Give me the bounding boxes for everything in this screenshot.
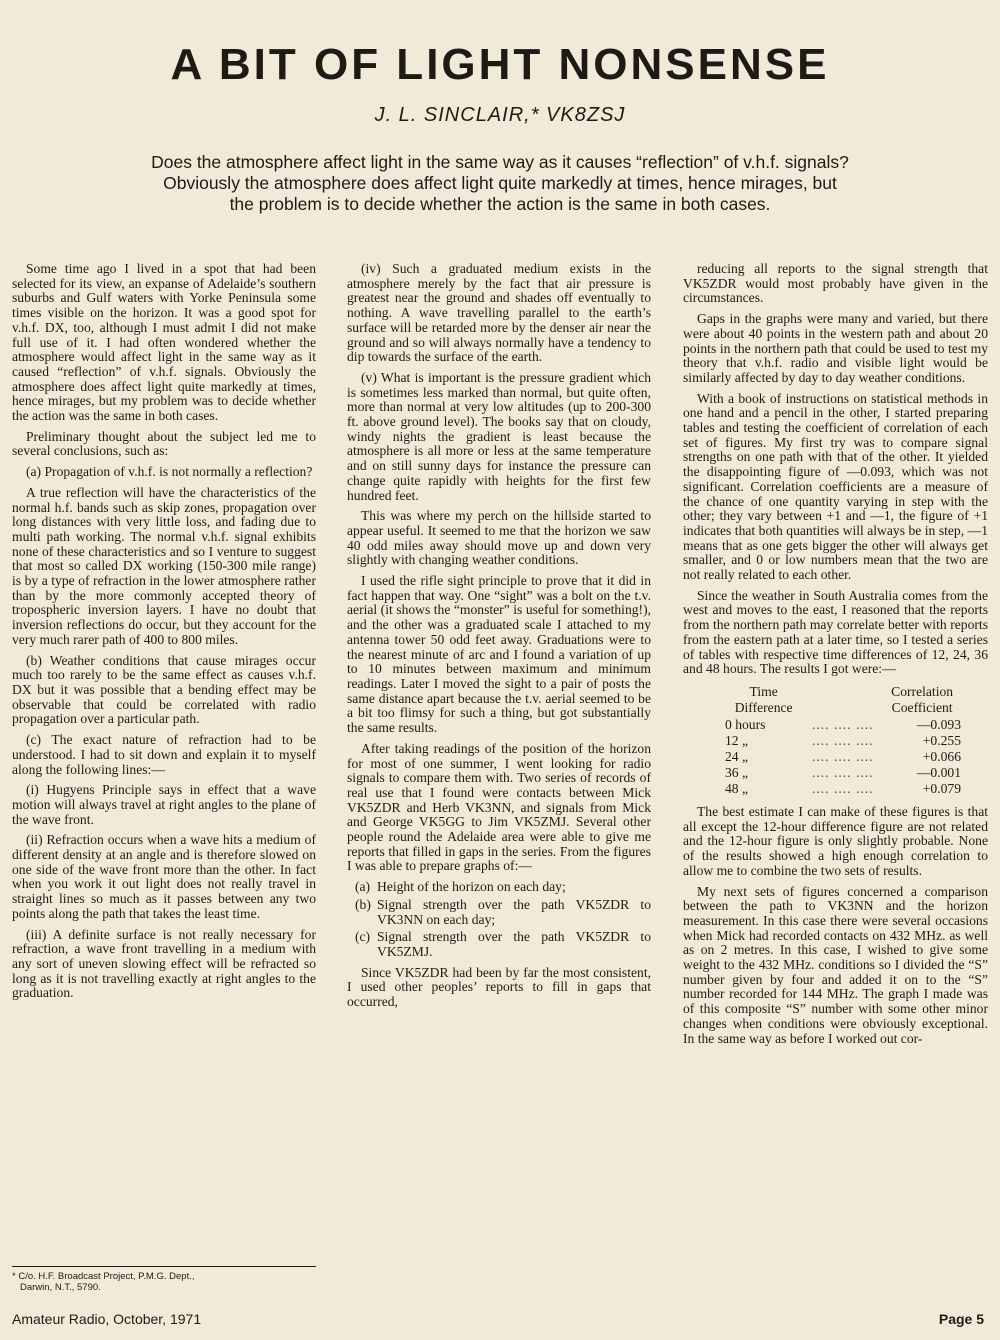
paragraph: (a) Propagation of v.h.f. is not normally a reflection? [26,464,313,480]
paragraph: A true reflection will have the characteristics of the normal h.f. bands such as skip zones, propagation over long distances with very little loss, and fading due to multi path working. The normal v.h.f. signal exhibits none of these characteristics and so I venture to suggest that most so called DX working (150-300 mile range) is by a type of refraction in the lower atmosphere rather than by the more commonly accepted theory of tropospheric inversion layers. I have no doubt that inversion reflections do occur, but they account for the very much rarer path of 400 to 800 miles. [12,484,316,647]
paragraph: Some time ago I lived in a spot that had been selected for its view, an expanse of Adelaide’s southern suburbs and Gulf waters with Yorke Peninsula some times visible on the horizon. It was a good spot for v.h.f. DX, too, although I must admit I did not make full use of it. I had often wondered whether the atmosphere would affect light in the same way as it caused “reflection” of v.h.f. signals. Obviously the atmosphere does affect light quite markedly at times, hence mirages, but my problem was to decide whether the action was the same in both cases. [12,261,316,424]
paragraph: (ii) Refraction occurs when a wave hits a medium of different density at an angle and is therefore slowed on one side of the wave front more than the other. In fact when you work it out light does not really travel in straight lines so much as it passes between any two points along the path that takes the least time. [12,832,316,921]
header-line: Coefficient [891,699,953,715]
coefficient-cell: +0.066 [922,748,961,764]
paragraph: Since VK5ZDR had been by far the most consistent, I used other peoples’ reports to fill in gaps that occurred, [347,964,651,1010]
time-difference-cell: 0 hours [725,716,766,732]
time-difference-cell: 36 „ [725,764,749,780]
footnote-line: Darwin, N.T., 5790. [20,1282,101,1293]
paragraph: My next sets of figures concerned a comparison between the path to VK3NN and the horizon measurement. In this case there were several occasions when Mick had recorded contacts on 432 MHz. as well as on 2 metres. In this case, I wished to give some weight to the 432 MHz. conditions so I divided the “S” number given by four and added it on to the “S” number recorded for 144 MHz. The graph I made was of this composite “S” number with some other minor changes when conditions were obviously exceptional. In the same way as before I worked out cor- [683,883,988,1046]
list-item-text: Signal strength over the path VK5ZDR to VK3NN on each day; [377,896,651,927]
column-3 [683,262,988,1052]
author-footnote [12,1266,316,1293]
column-2 [347,262,651,1016]
paragraph: With a book of instructions on statistical methods in one hand and a pencil in the other, I started preparing tables and testing the coefficient of correlation of each set of figures. My first try was to compare signal strengths on one path with that of the other. It yielded the disappointing figure of —0.093, which was not significant. Correlation coefficients are a measure of the chance of one quantity varying in step with the other; they vary between +1 and —1, the figure of +1 indicates that both quantities will always be in step, —1 means that as one gets bigger the other will always get smaller, and 0 or low numbers mean that the two are not really related to each other. [683,390,988,583]
paragraph: (b) Weather conditions that cause mirages occur much too rarely to be the same effect as causes v.h.f. DX but it was possible that a bending effect may be observable that could be correlated with radio propagation over a particular path. [12,652,316,727]
coefficient-cell: —0.001 [916,764,961,780]
leader-dots: .... .... .... [811,780,874,796]
paragraph: After taking readings of the position of the horizon for most of one summer, I went looking for radio signals to compare them with. Two series of records of real use that I found were contacts between Mick VK5ZDR and Herb VK3NN, and signals from Mick and George VK5GG to Jim VK5ZMJ. Several other people round the Adelaide area were able to give me reports that filled in gaps in the series. From the figures I was able to prepare graphs of:— [347,740,651,874]
table-row [723,733,963,749]
correlation-table [723,683,963,797]
paragraph: I used the rifle sight principle to prove that it did in fact happen that way. One “sight” was a bolt on the t.v. aerial (it shows the “monster” is useful for something!), and the other was a graduated scale I attached to my antenna tower 50 odd feet away. Graduations were to the nearest minute of arc and I found a variation of up to 10 minutes between maximum and minimum readings. Later I moved the sight to a pair of posts the same distance apart because the t.v. aerial seemed to be a bit too flimsy for such a thing, but got substantially the same results. [347,573,651,736]
paragraph: (iii) A definite surface is not really necessary for refraction, a wave front travelling in a medium with any sort of uneven slowing effect will be refracted so long as it is not travelling exactly at right angles to the graduation. [12,926,316,1001]
list-item [347,898,651,927]
paragraph: reducing all reports to the signal strength that VK5ZDR would most probably have given in the circumstances. [683,261,988,306]
list-item-text: Height of the horizon on each day; [377,879,566,895]
column-1 [12,262,316,1007]
table-row [723,781,963,797]
table-row [723,717,963,733]
table-row [723,765,963,781]
table-row [723,749,963,765]
leader-dots: .... .... .... [811,764,874,780]
time-difference-header [723,683,804,717]
article-title: A BIT OF LIGHT NONSENSE [170,40,830,89]
article-standfirst: Does the atmosphere affect light in the same way as it causes “reflection” of v.h.f. signals? Obviously the atmosphere does affect light quite markedly at times, hence mirages, but the problem is to decide whether the action is the same in both cases. [151,152,849,214]
list-item [347,930,651,959]
paragraph: Since the weather in South Australia comes from the west and moves to the east, I reasoned that the reports from the northern path may correlate better with reports from the eastern path at a later time, so I tested a series of tables with respective time differences of 12, 24, 36 and 48 hours. The results I got were:— [683,587,988,677]
page-number: Page 5 [938,1311,984,1327]
paragraph: The best estimate I can make of these figures is that all except the 12-hour difference figure are not related and the 12-hour figure is only slightly probable. None of the results showed a high enough correlation to allow me to combine the two sets of results. [683,803,988,878]
paragraph: (v) What is important is the pressure gradient which is sometimes less marked than normal, but quite often, more than normal at very low altitudes (up to 200-300 ft. above ground level). The books say that on cloudy, windy nights the gradient is least because the atmosphere is all more or less at the same temperature and on still sunny days for instance the pressure can change quite rapidly with heights for the first few hundred feet. [347,369,651,503]
table-header-row [723,683,963,717]
paragraph: (c) The exact nature of refraction had to be understood. I had to sit down and explain it to myself along the following lines:— [12,732,316,777]
footnote-line: * C/o. H.F. Broadcast Project, P.M.G. Dept., [12,1271,195,1282]
header-line: Time [749,683,778,699]
paragraph: Gaps in the graphs were many and varied, but there were about 40 points in the western path and about 20 points in the northern path that could be used to test my theory that v.h.f. radio and visible light would be similarly affected by day to day weather conditions. [683,311,988,385]
author-byline: J. L. SINCLAIR,* VK8ZSJ [374,104,626,126]
leader-dots: .... .... .... [811,732,874,748]
correlation-header [881,683,963,717]
coefficient-cell: +0.079 [922,780,961,796]
coefficient-cell: —0.093 [916,716,961,732]
time-difference-cell: 24 „ [725,748,749,764]
coefficient-cell: +0.255 [922,732,961,748]
time-difference-cell: 48 „ [725,780,749,796]
publication-footer: Amateur Radio, October, 1971 [12,1311,202,1327]
list-item-text: Signal strength over the path VK5ZDR to VK5ZMJ. [377,929,651,959]
spacer-header [804,683,881,717]
paragraph: Preliminary thought about the subject led me to several conclusions, such as: [12,428,316,459]
list-item-label: (b) [355,896,371,912]
header-line: Correlation [891,683,954,699]
paragraph: (iv) Such a graduated medium exists in the atmosphere merely by the fact that air pressure is greatest near the ground and shades off eventually to nothing. A wave travelling parallel to the earth’s surface will be retarded more by the denser air near the ground and so will always normally have a tendency to dip towards the surface of the earth. [347,261,651,365]
header-line: Difference [734,699,793,715]
list-item-label: (a) [355,879,371,895]
leader-dots: .... .... .... [811,716,874,732]
list-item-label: (c) [355,929,371,945]
paragraph: (i) Hugyens Principle says in effect that a wave motion will always travel at right angles to the plane of the wave front. [12,782,316,827]
list-item [347,880,651,895]
time-difference-cell: 12 „ [725,732,749,748]
paragraph: This was where my perch on the hillside started to appear useful. It seemed to me that the horizon we saw 40 odd miles away should move up and down very slightly with changing weather conditions. [347,508,651,568]
leader-dots: .... .... .... [811,748,874,764]
graph-list [347,880,651,960]
